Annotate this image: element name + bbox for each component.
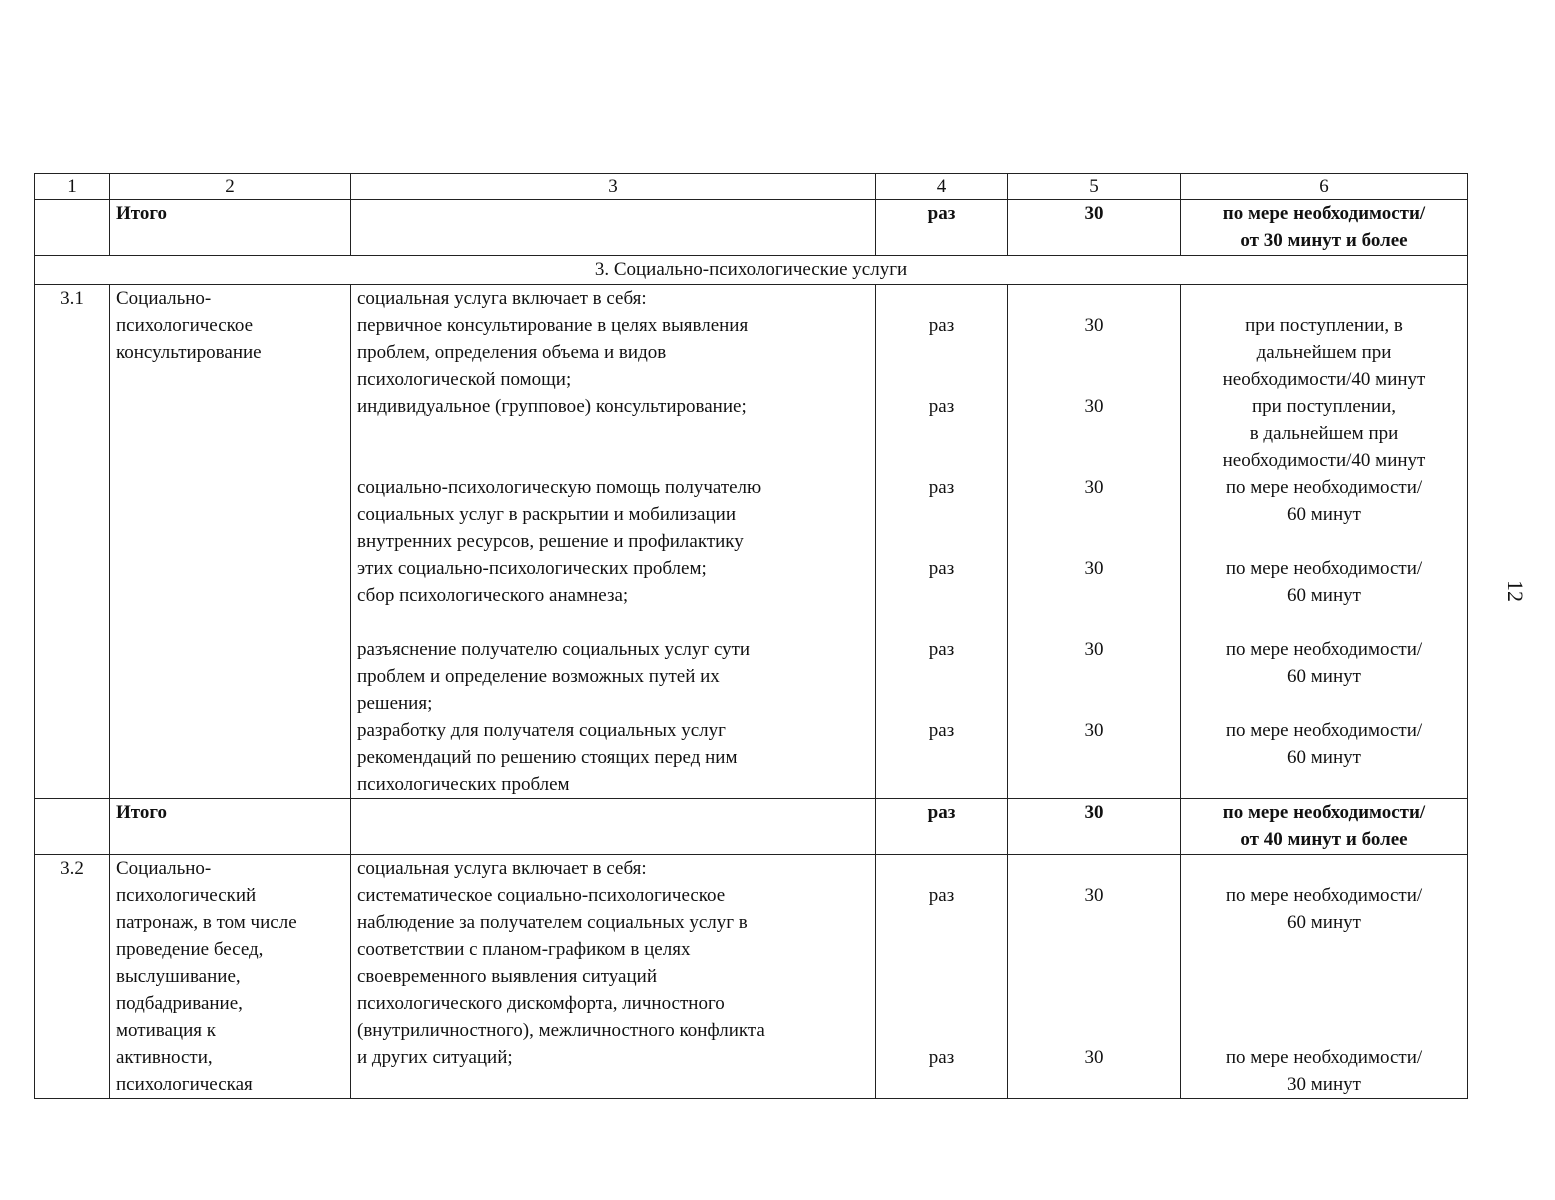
column-number-2: 2	[110, 174, 351, 200]
column-number-3: 3	[351, 174, 876, 200]
total-time: по мере необходимости/ от 30 минут и более	[1181, 200, 1468, 256]
services-table	[34, 173, 1468, 1099]
total-unit: раз	[876, 799, 1008, 855]
section-row	[35, 256, 1468, 285]
service-name: Социально- психологическое консультирование	[110, 285, 351, 799]
unit-column: раз раз раз раз раз раз	[876, 285, 1008, 799]
total-unit: раз	[876, 200, 1008, 256]
row-number: 3.1	[35, 285, 110, 799]
service-row-3-1	[35, 285, 1468, 799]
total-label: Итого	[110, 200, 351, 256]
column-number-5: 5	[1008, 174, 1181, 200]
service-description: социальная услуга включает в себя: систематическое социально-психологическое наблюдение за получателем социальных услуг в соответствии с планом-графиком в целях своевременного выявления ситуаций психологического дискомфорта, личностного (внутриличностного), межличностного конфликта и других ситуаций;	[351, 855, 876, 1099]
total-time: по мере необходимости/ от 40 минут и более	[1181, 799, 1468, 855]
column-number-6: 6	[1181, 174, 1468, 200]
page-number: 12	[1503, 580, 1528, 602]
time-column: при поступлении, в дальнейшем при необходимости/40 минут при поступлении, в дальнейшем при необходимости/40 минут по мере необходимости/ 60 минут по мере необходимости/ 60 минут по мере необходимости/ 60 минут по мере необходимости/ 60 минут	[1181, 285, 1468, 799]
row-number: 3.2	[35, 855, 110, 1099]
total-count: 30	[1008, 200, 1181, 256]
count-column: 30 30 30 30 30 30	[1008, 285, 1181, 799]
total-label: Итого	[110, 799, 351, 855]
total-count: 30	[1008, 799, 1181, 855]
column-number-1: 1	[35, 174, 110, 200]
service-row-3-2	[35, 855, 1468, 1099]
unit-column: раз раз	[876, 855, 1008, 1099]
total-row	[35, 200, 1468, 256]
time-column: по мере необходимости/ 60 минут по мере необходимости/ 30 минут	[1181, 855, 1468, 1099]
total-row	[35, 799, 1468, 855]
column-number-row	[35, 174, 1468, 200]
section-title: 3. Социально-психологические услуги	[35, 256, 1468, 285]
count-column: 30 30	[1008, 855, 1181, 1099]
column-number-4: 4	[876, 174, 1008, 200]
service-description: социальная услуга включает в себя: первичное консультирование в целях выявления проблем, определения объема и видов психологической помощи; индивидуальное (групповое) консультирование; социально-психологическую помощь получателю социальных услуг в раскрытии и мобилизации внутренних ресурсов, решение и профилактику этих социально-психологических проблем; сбор психологического анамнеза; разъяснение получателю социальных услуг сути проблем и определение возможных путей их решения; разработку для получателя социальных услуг рекомендаций по решению стоящих перед ним психологических проблем	[351, 285, 876, 799]
service-name: Социально- психологический патронаж, в том числе проведение бесед, выслушивание, подбадривание, мотивация к активности, психологическая	[110, 855, 351, 1099]
